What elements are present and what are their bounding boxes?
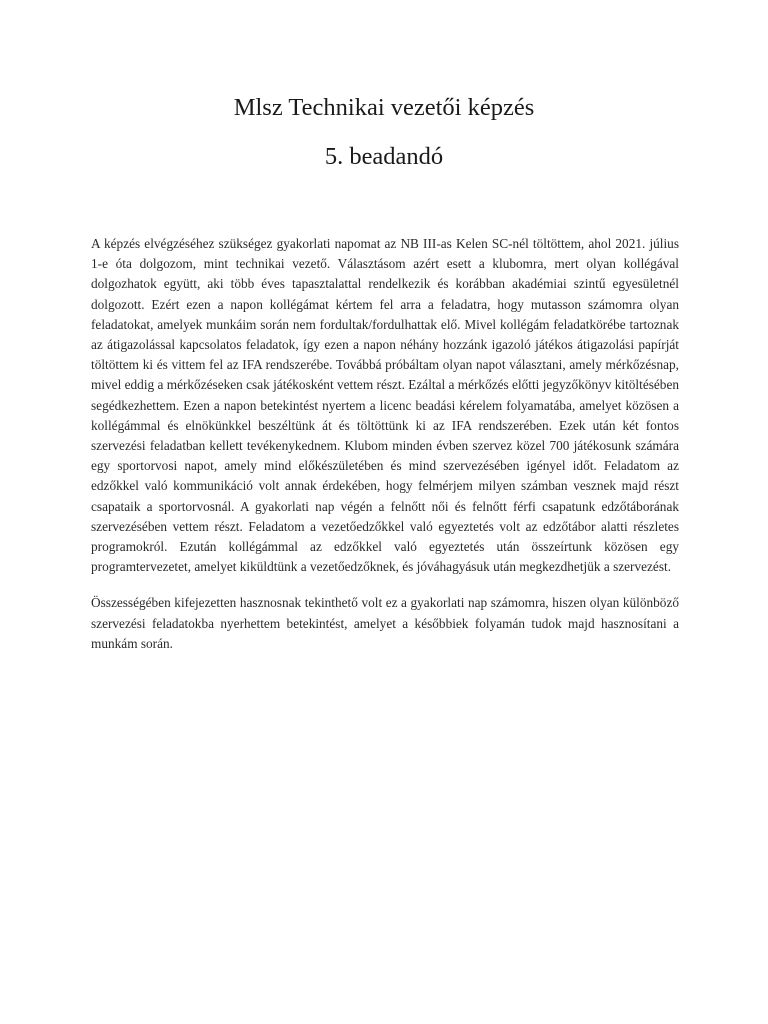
body-paragraph-1: A képzés elvégzéséhez szükségez gyakorlati napomat az NB III-as Kelen SC-nél töltöttem, ahol 2021. július 1-e óta dolgozom, mint technikai vezető. Választásom azért esett a klubomra, mert olyan kollégával dolgozhatok együtt, aki több éves tapasztalattal rendelkezik és korábban akadémiai szintű egyesületnél dolgozott. Ezért ezen a napon kollégámat kértem fel arra a feladatra, hogy mutasson számomra olyan feladatokat, amelyek munkáim során nem fordultak/fordulhattak elő. Mivel kollégám feladatkörébe tartoznak az átigazolással kapcsolatos feladatok, így ezen a napon néhány hozzánk igazoló játékos átigazolási papírját töltöttem ki és vittem fel az IFA rendszerébe. Továbbá próbáltam olyan napot választani, amely mérkőzésnap, mivel eddig a mérkőzéseken csak játékosként vettem részt. Ezáltal a mérkőzés előtti jegyzőkönyv kitöltésében segédkezhettem. Ezen a napon betekintést nyertem a licenc beadási kérelem folyamatába, amelyet közösen a kollégámmal és elnökünkkel beszéltünk át és töltöttünk ki az IFA rendszerében. Ezek után két fontos szervezési feladatban kellett tevékenykednem. Klubom minden évben szervez közel 700 játékosunk számára egy sportorvosi napot, amely mind előkészületében és mind szervezésében igényel időt. Feladatom az edzőkkel való kommunikáció volt annak érdekében, hogy felmérjem milyen számban vesznek majd részt csapataik a sportorvosnál. A gyakorlati nap végén a felnőtt női és felnőtt férfi csapatunk edzőtáborának szervezésében vettem részt. Feladatom a vezetőedzőkkel való egyeztetés volt az edzőtábor alatti részletes programokról. Ezután kollégámmal az edzőkkel való egyeztetés után összeírtunk közösen egy programtervezetet, amelyet kiküldtünk a vezetőedzőknek, és jóváhagyásuk után megkezdhetjük a szervezést. [91,236,679,575]
document-subtitle: 5. beadandó [324,143,444,170]
body-paragraph-2: Összességében kifejezetten hasznosnak tekinthető volt ez a gyakorlati nap számomra, hiszen olyan különböző szervezési feladatokba nyerhettem betekintést, amelyet a későbbiek folyamán tudok majd hasznosítani a munkám során. [91,595,679,651]
document-title: Mlsz Technikai vezetői képzés [233,94,535,121]
document-body [91,234,679,670]
